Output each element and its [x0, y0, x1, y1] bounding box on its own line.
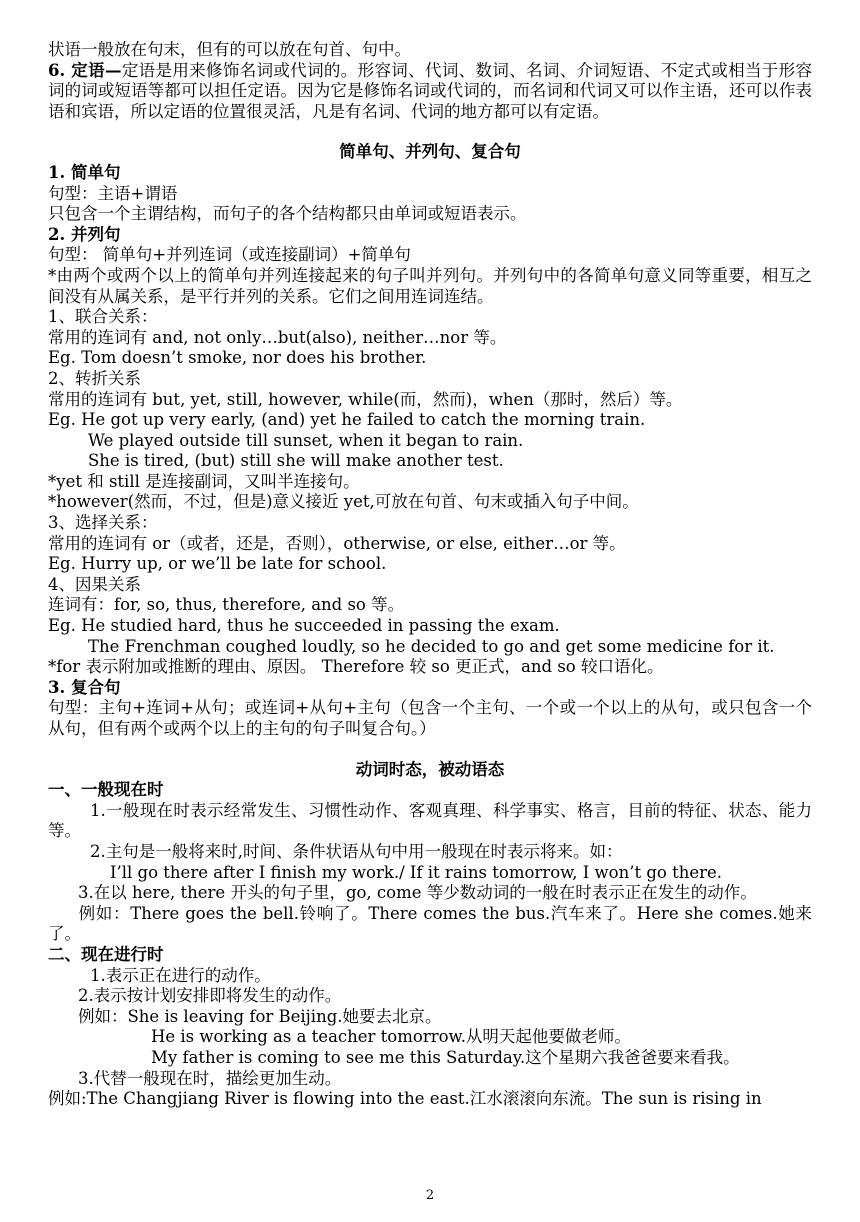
section-title: 动词时态，被动语态: [355, 759, 505, 779]
heading: 2. 并列句: [48, 224, 121, 244]
example: She is tired, (but) still she will make another test.: [88, 451, 504, 471]
example: Eg. He got up very early, (and) yet he failed to catch the morning train.: [48, 410, 646, 430]
subheading: 2、转折关系: [48, 368, 141, 388]
paragraph: 连词有：for, so, thus, therefore, and so 等。: [48, 595, 405, 615]
heading: 二、现在进行时: [48, 944, 164, 964]
paragraph: 1.一般现在时表示经常发生、习惯性动作、客观真理、科学事实、格言，目前的特征、状态、能力等。: [48, 800, 812, 841]
heading: 1. 简单句: [48, 162, 121, 182]
example: Eg. Hurry up, or we’ll be late for school.: [48, 554, 387, 574]
paragraph: *由两个或两个以上的简单句并列连接起来的句子叫并列句。并列句中的各简单句意义同等重要，相互之间没有从属关系，是平行并列的关系。它们之间用连词连结。: [48, 265, 812, 306]
heading: 3. 复合句: [48, 677, 121, 697]
definition-text: 定语是用来修饰名词或代词的。形容词、代词、数词、名词、介词短语、不定式或相当于形容词的词或短语等都可以担任定语。因为它是修饰名词或代词的，而名词和代词又可以作主语，还可以作表语和宾语，所以定语的位置很灵活，凡是有名词、代词的地方都可以有定语。: [48, 60, 812, 121]
example: I’ll go there after I finish my work./ If it rains tomorrow, I won’t go there.: [110, 862, 723, 882]
note: *however(然而，不过，但是)意义接近 yet,可放在句首、句末或插入句子中间。: [48, 492, 639, 512]
subheading: 4、因果关系: [48, 574, 141, 594]
example: My father is coming to see me this Saturday.这个星期六我爸爸要来看我。: [151, 1047, 740, 1067]
example: 例如:The Changjiang River is flowing into the east.江水滚滚向东流。The sun is rising in: [48, 1089, 762, 1109]
paragraph: 3.在以 here, there 开头的句子里，go, come 等少数动词的一般在时表示正在发生的动作。: [78, 883, 757, 903]
heading: 一、一般现在时: [48, 780, 164, 800]
document-page: [48, 40, 812, 1110]
definition-label: 6. 定语—: [48, 60, 122, 80]
paragraph: 句型：主句+连词+从句；或连词+从句+主句（包含一个主句、一个或一个以上的从句，或只包含一个从句，但有两个或两个以上的主句的句子叫复合句。）: [48, 698, 812, 738]
example: The Frenchman coughed loudly, so he decided to go and get some medicine for it.: [88, 636, 775, 656]
note: *yet 和 still 是连接副词，又叫半连接句。: [48, 471, 360, 491]
paragraph: 句型： 简单句+并列连词（或连接副词）+简单句: [48, 245, 411, 265]
paragraph: 只包含一个主谓结构，而句子的各个结构都只由单词或短语表示。: [48, 204, 527, 224]
example: 例如：She is leaving for Beijing.她要去北京。: [78, 1006, 442, 1026]
subheading: 1、联合关系：: [48, 307, 158, 327]
paragraph: 常用的连词有 or（或者，还是，否则），otherwise, or else, either…or 等。: [48, 533, 626, 553]
definition-6: [48, 61, 812, 123]
paragraph: 2.主句是一般将来时,时间、条件状语从句中用一般现在时表示将来。如：: [90, 841, 623, 861]
subheading: 3、选择关系：: [48, 513, 158, 533]
paragraph: 1.表示正在进行的动作。: [90, 965, 271, 985]
example: We played outside till sunset, when it began to rain.: [88, 430, 524, 450]
example: Eg. Tom doesn’t smoke, nor does his brother.: [48, 348, 427, 368]
paragraph: 3.代替一般现在时，描绘更加生动。: [78, 1068, 342, 1088]
section-title: 简单句、并列句、复合句: [339, 142, 521, 162]
page-number: 2: [425, 1188, 435, 1203]
paragraph: 句型：主语+谓语: [48, 183, 178, 203]
paragraph: 常用的连词有 and, not only…but(also), neither…nor 等。: [48, 327, 507, 347]
example: 例如：There goes the bell.铃响了。There comes the bus.汽车来了。Here she comes.她来了。: [48, 903, 812, 944]
note: *for 表示附加或推断的理由、原因。 Therefore 较 so 更正式，and so 较口语化。: [48, 657, 664, 677]
paragraph: 状语一般放在句末，但有的可以放在句首、句中。: [48, 40, 411, 59]
example: He is working as a teacher tomorrow.从明天起他要做老师。: [151, 1027, 631, 1047]
paragraph: 2.表示按计划安排即将发生的动作。: [78, 986, 342, 1006]
paragraph: 常用的连词有 but, yet, still, however, while(而，然而)，when（那时，然后）等。: [48, 389, 683, 409]
example: Eg. He studied hard, thus he succeeded in passing the exam.: [48, 616, 560, 636]
